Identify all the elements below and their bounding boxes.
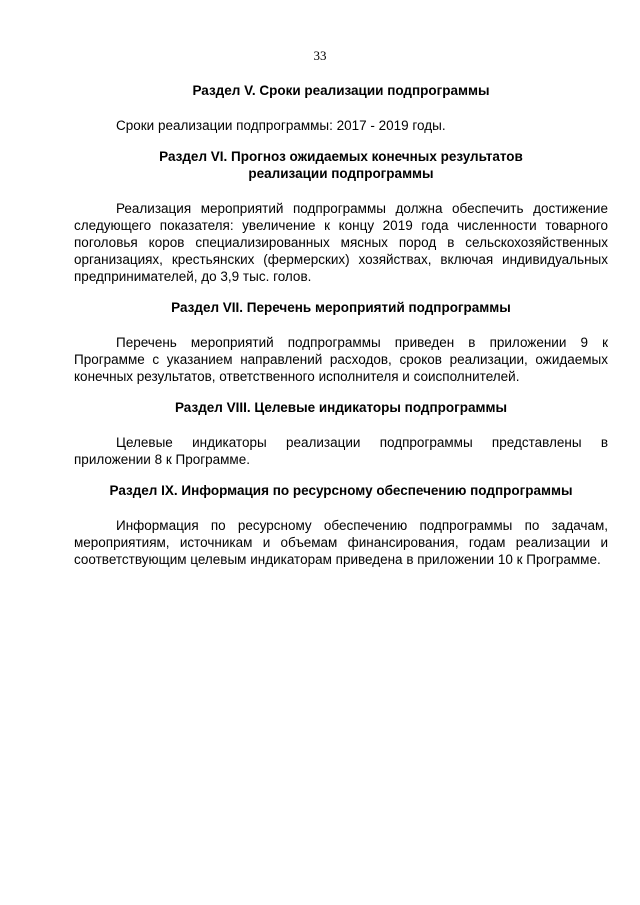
- section-viii-heading: Раздел VIII. Целевые индикаторы подпрограммы: [174, 400, 507, 415]
- section-vi-heading-line1: Раздел VI. Прогноз ожидаемых конечных результатов: [159, 149, 523, 164]
- page-number: 33: [313, 48, 327, 63]
- section-viii-paragraph: Целевые индикаторы реализации подпрограммы представлены в приложении 8 к Программе.: [74, 435, 608, 467]
- section-vi-heading: [74, 148, 608, 182]
- section-vii-paragraph: Перечень мероприятий подпрограммы приведен в приложении 9 к Программе с указанием направлений расходов, сроков реализации, ожидаемых конечных результатов, ответственного исполнителя и соисполнителей.: [74, 335, 608, 384]
- section-vi-heading-line2: реализации подпрограммы: [248, 166, 434, 181]
- section-ix-paragraph: Информация по ресурсному обеспечению подпрограммы по задачам, мероприятиям, источникам и объемам финансирования, годам реализации и соответствующим целевым индикаторам приведена в приложении 10 к Программе.: [74, 518, 608, 567]
- section-vii-heading: Раздел VII. Перечень мероприятий подпрограммы: [171, 300, 511, 315]
- page-content: [74, 82, 608, 568]
- section-v-paragraph: Сроки реализации подпрограммы: 2017 - 2019 годы.: [116, 118, 446, 133]
- section-vi-paragraph: Реализация мероприятий подпрограммы должна обеспечить достижение следующего показателя: увеличение к концу 2019 года численности товарного поголовья коров специализированных мясных пород в сельскохозяйственных организациях, крестьянских (фермерских) хозяйствах, включая индивидуальных предпринимателей, до 3,9 тыс. голов.: [74, 201, 608, 284]
- section-ix-heading: Раздел IX. Информация по ресурсному обеспечению подпрограммы: [109, 483, 573, 498]
- section-v-heading: Раздел V. Сроки реализации подпрограммы: [192, 83, 490, 98]
